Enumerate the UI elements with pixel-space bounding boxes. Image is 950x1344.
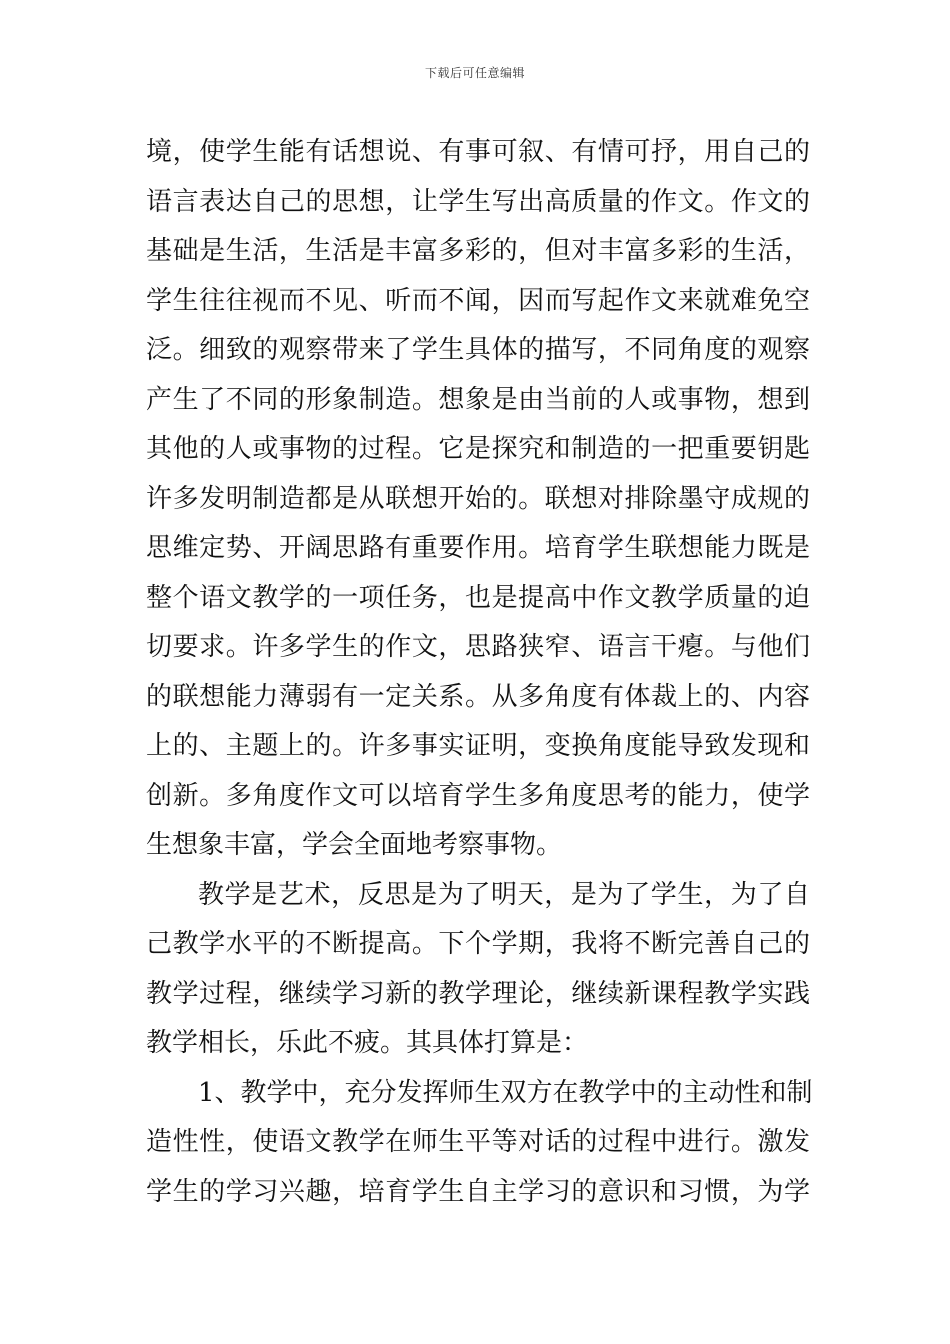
- text-line: 学生往往视而不见、听而不闻，因而写起作文来就难免空: [146, 285, 810, 316]
- text-line: 学生的学习兴趣，培育学生自主学习的意识和习惯，为学: [146, 1176, 810, 1207]
- paragraph-first-line: 1、教学中，充分发挥师生双方在教学中的主动性和制: [198, 1077, 813, 1108]
- text-line: 基础是生活，生活是丰富多彩的，但对丰富多彩的生活，: [146, 236, 810, 266]
- text-line: 教学相长，乐此不疲。其具体打算是：: [146, 1028, 589, 1058]
- text-line: 己教学水平的不断提高。下个学期，我将不断完善自己的: [146, 929, 810, 959]
- text-line: 整个语文教学的一项任务，也是提高中作文教学质量的迫: [146, 582, 810, 613]
- text-line: 泛。细致的观察带来了学生具体的描写，不同角度的观察: [146, 335, 810, 365]
- document-body: [146, 128, 813, 1217]
- text-line: 教学过程，继续学习新的教学理论，继续新课程教学实践: [146, 978, 810, 1009]
- text-line: 上的、主题上的。许多事实证明，变换角度能导致发现和: [146, 731, 810, 761]
- text-line: 的联想能力薄弱有一定关系。从多角度有体裁上的、内容: [146, 681, 810, 712]
- paragraph-first-line: 教学是艺术，反思是为了明天，是为了学生，为了自: [198, 879, 810, 910]
- text-line: 许多发明制造都是从联想开始的。联想对排除墨守成规的: [146, 483, 810, 514]
- text-line: 生想象丰富，学会全面地考察事物。: [146, 830, 563, 860]
- text-line: 境，使学生能有话想说、有事可叙、有情可抒，用自己的: [146, 137, 810, 167]
- text-line: 语言表达自己的思想，让学生写出高质量的作文。作文的: [146, 186, 810, 217]
- text-line: 切要求。许多学生的作文，思路狭窄、语言干瘪。与他们: [146, 632, 810, 662]
- text-line: 其他的人或事物的过程。它是探究和制造的一把重要钥匙: [146, 434, 810, 464]
- text-line: 思维定势、开阔思路有重要作用。培育学生联想能力既是: [146, 533, 810, 563]
- text-line: 产生了不同的形象制造。想象是由当前的人或事物，想到: [146, 384, 810, 415]
- page-header: 下载后可任意编辑: [424, 66, 525, 80]
- text-line: 造性性，使语文教学在师生平等对话的过程中进行。激发: [146, 1127, 810, 1157]
- text-line: 创新。多角度作文可以培育学生多角度思考的能力，使学: [146, 780, 810, 811]
